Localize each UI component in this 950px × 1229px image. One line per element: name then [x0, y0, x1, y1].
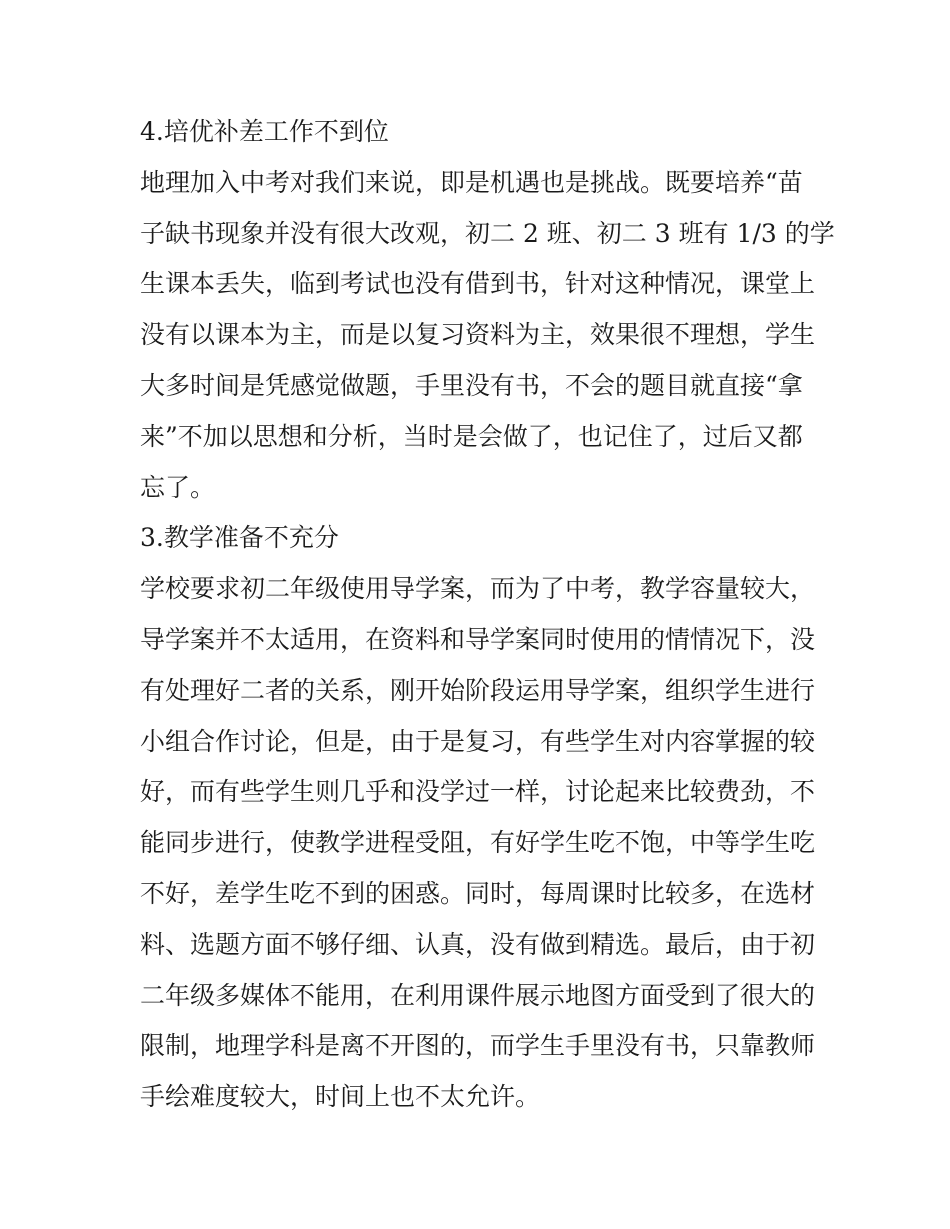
paragraph-line: 导学案并不太适用，在资料和导学案同时使用的情情况下，没 [140, 624, 816, 654]
paragraph-line: 限制，地理学科是离不开图的，而学生手里没有书，只靠教师 [140, 1031, 816, 1061]
document-page [140, 107, 835, 1123]
paragraph-line: 能同步进行，使教学进程受阻，有好学生吃不饱，中等学生吃 [140, 828, 816, 858]
paragraph-line: 手绘难度较大，时间上也不太允许。 [140, 1082, 541, 1112]
paragraph-line: 不好，差学生吃不到的困惑。同时，每周课时比较多，在选材 [140, 878, 816, 908]
paragraph-line: 好，而有些学生则几乎和没学过一样，讨论起来比较费劲，不 [140, 777, 816, 807]
paragraph-line: 地理加入中考对我们来说，即是机遇也是挑战。既要培养“苗 [140, 167, 803, 197]
paragraph-line: 料、选题方面不够仔细、认真，没有做到精选。最后，由于初 [140, 929, 816, 959]
paragraph-line: 小组合作讨论，但是，由于是复习，有些学生对内容掌握的较 [140, 726, 816, 756]
paragraph-line: 子缺书现象并没有很大改观，初二 2 班、初二 3 班有 1/3 的学 [140, 218, 835, 248]
paragraph-line: 有处理好二者的关系，刚开始阶段运用导学案，组织学生进行 [140, 675, 816, 705]
section-heading: 4.培优补差工作不到位 [140, 117, 389, 146]
section-heading: 3.教学准备不充分 [140, 523, 339, 553]
paragraph-line: 生课本丢失，临到考试也没有借到书，针对这种情况，课堂上 [140, 269, 816, 299]
paragraph-line: 来”不加以思想和分析，当时是会做了，也记住了，过后又都 [140, 421, 803, 451]
paragraph-line: 没有以课本为主，而是以复习资料为主，效果很不理想，学生 [140, 320, 816, 350]
paragraph-line: 忘了。 [140, 472, 216, 502]
paragraph-line: 大多时间是凭感觉做题，手里没有书，不会的题目就直接“拿 [140, 370, 803, 400]
paragraph-line: 学校要求初二年级使用导学案，而为了中考，教学容量较大， [140, 574, 816, 604]
paragraph-line: 二年级多媒体不能用，在利用课件展示地图方面受到了很大的 [140, 980, 816, 1010]
